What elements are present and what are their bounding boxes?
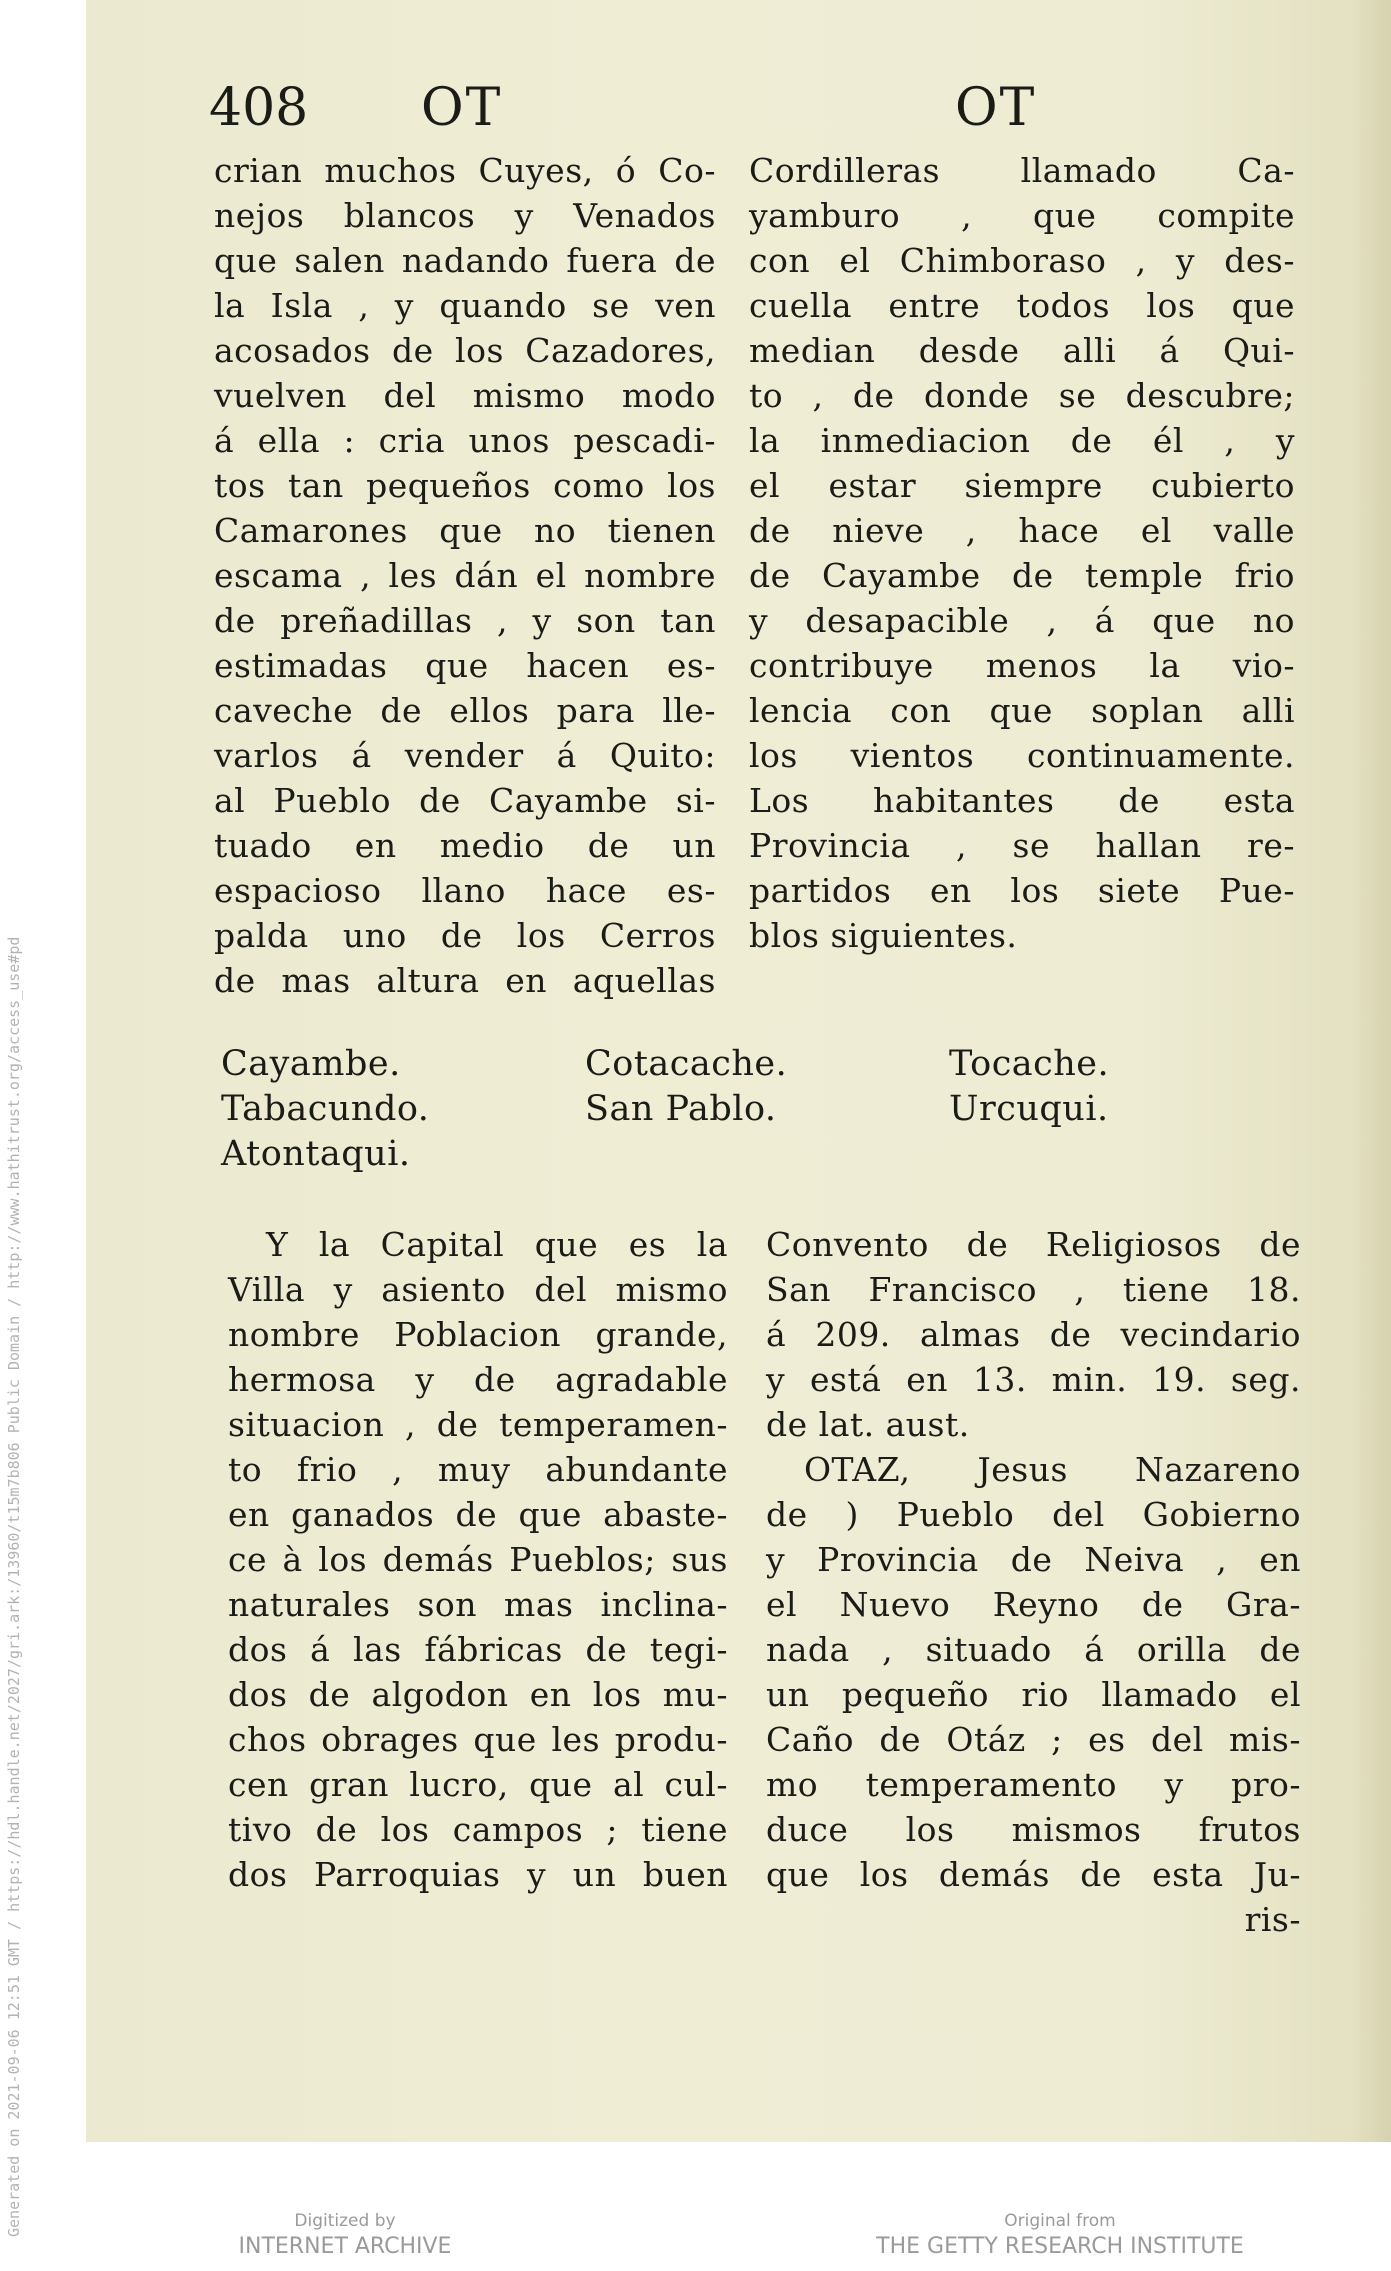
text-line: Provincia , se hallan re- bbox=[749, 826, 1295, 865]
text-line: Convento de Religiosos de bbox=[766, 1225, 1301, 1264]
text-line: median desde alli á Qui- bbox=[749, 331, 1295, 370]
text-line: espacioso llano hace es- bbox=[214, 871, 716, 910]
text-line: dos Parroquias y un buen bbox=[228, 1855, 728, 1894]
text-line: to , de donde se descubre; bbox=[749, 376, 1295, 415]
text-line: de nieve , hace el valle bbox=[749, 511, 1295, 550]
text-line: el Nuevo Reyno de Gra- bbox=[766, 1585, 1301, 1624]
text-line: San Francisco , tiene 18. bbox=[766, 1270, 1301, 1309]
town-atontaqui: Atontaqui. bbox=[221, 1134, 411, 1174]
getty-institute-label: THE GETTY RESEARCH INSTITUTE bbox=[876, 2234, 1244, 2259]
text-line: cen gran lucro, que al cul- bbox=[228, 1765, 728, 1804]
text-line: Caño de Otáz ; es del mis- bbox=[766, 1720, 1301, 1759]
text-line: un pequeño rio llamado el bbox=[766, 1675, 1301, 1714]
text-line: de mas altura en aquellas bbox=[214, 961, 716, 1000]
text-line: crian muchos Cuyes, ó Co- bbox=[214, 151, 716, 190]
text-line: de Cayambe de temple frio bbox=[749, 556, 1295, 595]
text-line: Cordilleras llamado Ca- bbox=[749, 151, 1295, 190]
text-line: el estar siempre cubierto bbox=[749, 466, 1295, 505]
text-line: que los demás de esta Ju- bbox=[766, 1855, 1301, 1894]
text-line: escama , les dán el nombre bbox=[214, 556, 716, 595]
text-line: caveche de ellos para lle- bbox=[214, 691, 716, 730]
text-line: de preñadillas , y son tan bbox=[214, 601, 716, 640]
text-line: dos á las fábricas de tegi- bbox=[228, 1630, 728, 1669]
page-number: 408 bbox=[209, 78, 309, 138]
access-watermark: Generated on 2021-09-06 12:51 GMT / https://hdl.handle.net/2027/gri.ark:/13960/t15m7b806 Public Domain / http://www.hathitrust.org/access_use#pd bbox=[5, 936, 23, 2237]
town-cotacache: Cotacache. bbox=[585, 1044, 788, 1084]
text-line: tuado en medio de un bbox=[214, 826, 716, 865]
text-line: nada , situado á orilla de bbox=[766, 1630, 1301, 1669]
town-cayambe: Cayambe. bbox=[221, 1044, 401, 1084]
text-line: nombre Poblacion grande, bbox=[228, 1315, 728, 1354]
text-line: yamburo , que compite bbox=[749, 196, 1295, 235]
town-san-pablo: San Pablo. bbox=[585, 1089, 777, 1129]
text-line: blos siguientes. bbox=[749, 916, 1018, 955]
text-line: cuella entre todos los que bbox=[749, 286, 1295, 325]
text-column-3 bbox=[228, 1222, 728, 1897]
running-title-right: OT bbox=[955, 78, 1037, 138]
text-line: dos de algodon en los mu- bbox=[228, 1675, 728, 1714]
internet-archive-label: INTERNET ARCHIVE bbox=[238, 2234, 452, 2259]
book-page bbox=[86, 0, 1391, 2142]
text-line: de lat. aust. bbox=[766, 1405, 970, 1444]
text-line: y desapacible , á que no bbox=[749, 601, 1295, 640]
original-from-credit bbox=[830, 2210, 1290, 2262]
text-line: nejos blancos y Venados bbox=[214, 196, 716, 235]
text-line: que salen nadando fuera de bbox=[214, 241, 716, 280]
text-line: to frio , muy abundante bbox=[228, 1450, 728, 1489]
running-header bbox=[86, 78, 1391, 148]
text-line: mo temperamento y pro- bbox=[766, 1765, 1301, 1804]
running-title-left: OT bbox=[421, 78, 503, 138]
text-column-1 bbox=[214, 148, 716, 1003]
town-tocache: Tocache. bbox=[949, 1044, 1110, 1084]
text-line: partidos en los siete Pue- bbox=[749, 871, 1295, 910]
text-line: Y la Capital que es la bbox=[266, 1225, 728, 1264]
town-tabacundo: Tabacundo. bbox=[221, 1089, 430, 1129]
text-line: lencia con que soplan alli bbox=[749, 691, 1295, 730]
text-line: de ) Pueblo del Gobierno bbox=[766, 1495, 1301, 1534]
text-line: con el Chimboraso , y des- bbox=[749, 241, 1295, 280]
entry-heading-line: OTAZ, Jesus Nazareno bbox=[804, 1450, 1301, 1489]
text-line: estimadas que hacen es- bbox=[214, 646, 716, 685]
original-from-label: Original from bbox=[1004, 2211, 1116, 2231]
text-line: hermosa y de agradable bbox=[228, 1360, 728, 1399]
text-line: al Pueblo de Cayambe si- bbox=[214, 781, 716, 820]
text-line: contribuye menos la vio- bbox=[749, 646, 1295, 685]
catchword: ris- bbox=[1244, 1900, 1301, 1939]
text-line: tivo de los campos ; tiene bbox=[228, 1810, 728, 1849]
text-line: varlos á vender á Quito: bbox=[214, 736, 716, 775]
digitized-by-label: Digitized by bbox=[294, 2211, 396, 2231]
text-line: situacion , de temperamen- bbox=[228, 1405, 728, 1444]
text-line: Los habitantes de esta bbox=[749, 781, 1295, 820]
text-line: duce los mismos frutos bbox=[766, 1810, 1301, 1849]
text-column-2 bbox=[749, 148, 1295, 958]
text-line: y está en 13. min. 19. seg. bbox=[766, 1360, 1301, 1399]
text-line: chos obrages que les produ- bbox=[228, 1720, 728, 1759]
text-line: á ella : cria unos pescadi- bbox=[214, 421, 716, 460]
text-line: ce à los demás Pueblos; sus bbox=[228, 1540, 728, 1579]
text-line: tos tan pequeños como los bbox=[214, 466, 716, 505]
text-line: naturales son mas inclina- bbox=[228, 1585, 728, 1624]
text-line: la Isla , y quando se ven bbox=[214, 286, 716, 325]
text-line: acosados de los Cazadores, bbox=[214, 331, 716, 370]
digitized-by-credit bbox=[115, 2210, 575, 2262]
text-line: en ganados de que abaste- bbox=[228, 1495, 728, 1534]
text-line: palda uno de los Cerros bbox=[214, 916, 716, 955]
text-line: á 209. almas de vecindario bbox=[766, 1315, 1301, 1354]
text-line: vuelven del mismo modo bbox=[214, 376, 716, 415]
text-line: Camarones que no tienen bbox=[214, 511, 716, 550]
town-urcuqui: Urcuqui. bbox=[949, 1089, 1109, 1129]
text-column-4 bbox=[766, 1222, 1301, 1942]
text-line: los vientos continuamente. bbox=[749, 736, 1295, 775]
text-line: Villa y asiento del mismo bbox=[228, 1270, 728, 1309]
text-line: la inmediacion de él , y bbox=[749, 421, 1295, 460]
text-line: y Provincia de Neiva , en bbox=[766, 1540, 1301, 1579]
